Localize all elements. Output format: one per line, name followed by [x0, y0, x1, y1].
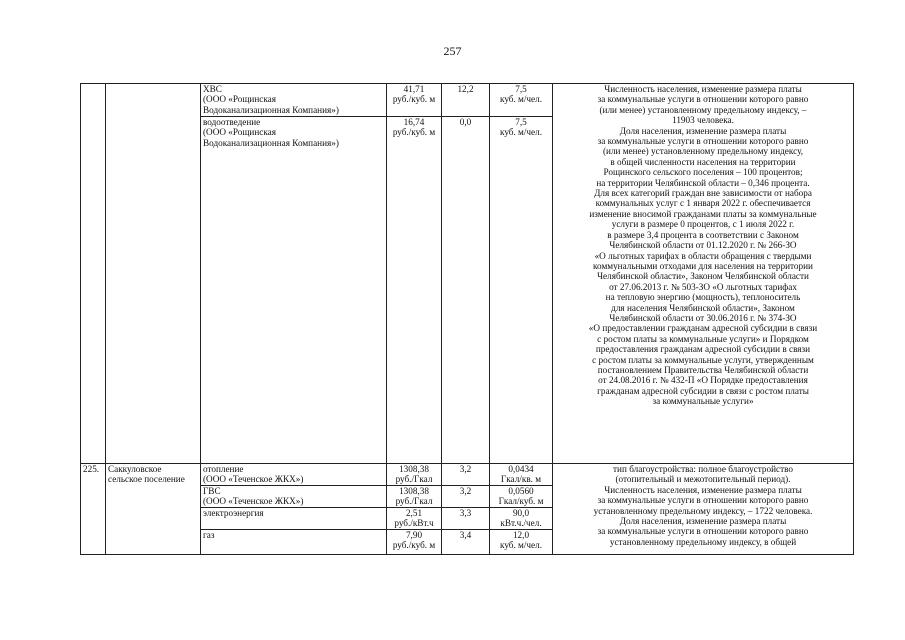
- info-text-line: (или менее) установленному предельному индексу, –: [599, 104, 807, 115]
- info-text-line: Челябинской области от 01.12.2020 г. № 266-ЗО: [609, 240, 797, 251]
- norm-cell: [490, 464, 553, 486]
- info-text-line: предоставления гражданам адресной субсидии в связи: [595, 344, 811, 355]
- tariff-unit: руб./куб. м: [392, 94, 436, 105]
- info-text-line: за коммунальные услуги в отношении которого равно: [597, 495, 809, 506]
- info-text-line: гражданам адресной субсидии в связи с ростом платы: [597, 385, 809, 396]
- info-text-line: (отопительный и межотопительный период).: [615, 474, 791, 485]
- tariff-table: [80, 83, 854, 555]
- info-text-line: Доля населения, изменение размера платы: [619, 516, 787, 527]
- service-name-line: (ООО «Теченское ЖКХ»): [203, 474, 304, 485]
- info-cell: [553, 464, 854, 555]
- norm-value: 12,0: [512, 530, 530, 540]
- norm-cell: [490, 486, 553, 508]
- table-row: [81, 84, 854, 117]
- info-text-line: за коммунальные услуги»: [652, 396, 754, 407]
- tariff-cell: [387, 464, 442, 486]
- info-text-line: постановлением Правительства Челябинской области: [597, 364, 809, 375]
- service-name-line: водоотведение: [203, 117, 261, 127]
- service-name-cell: [201, 530, 387, 555]
- norm-unit: куб. м/чел.: [499, 127, 543, 138]
- percent-cell: 0,0: [442, 117, 490, 464]
- service-name-cell: [201, 486, 387, 508]
- info-text-line: в размере 3,4 процента в соответствии с Законом: [607, 229, 799, 240]
- info-text-line: для населения Челябинской области», Законом: [611, 302, 795, 313]
- info-text-line: коммунальными отходами для населения на территории: [593, 260, 813, 271]
- norm-unit: кВт.ч./чел.: [500, 518, 542, 529]
- service-name-line: электроэнергия: [203, 508, 264, 518]
- norm-value: 0,0434: [508, 464, 534, 474]
- norm-value: 7,5: [515, 84, 527, 94]
- info-text-line: от 24.08.2016 г. № 432-П «О Порядке предоставления: [598, 375, 808, 386]
- service-name-line: (ООО «Рощинская: [203, 94, 276, 105]
- norm-cell: [490, 117, 553, 464]
- tariff-value: 16,74: [403, 117, 425, 127]
- info-text-line: на территории Челябинской области – 0,346 процента.: [596, 177, 810, 188]
- service-name-line: (ООО «Теченское ЖКХ»): [203, 496, 304, 507]
- settlement-name-line: Саккуловское: [108, 464, 162, 474]
- info-text-line: Численность населения, изменение размера платы: [604, 484, 802, 495]
- norm-unit: куб. м/чел.: [499, 540, 543, 551]
- page-number: 257: [443, 44, 462, 58]
- percent-cell: 3,4: [442, 530, 490, 555]
- tariff-cell: [387, 84, 442, 117]
- norm-unit: Гкал/кв. м: [500, 474, 542, 485]
- norm-cell: [490, 508, 553, 530]
- service-name-line: Водоканализационная Компания»): [203, 104, 339, 115]
- info-text-line: за коммунальные услуги в отношении которого равно: [597, 94, 809, 105]
- norm-cell: [490, 84, 553, 117]
- service-name-line: отопление: [203, 464, 244, 474]
- info-text-line: от 27.06.2013 г. № 503-ЗО «О льготных тарифах: [609, 281, 797, 292]
- info-text-line: Численность населения, изменение размера платы: [604, 84, 802, 94]
- service-name-cell: [201, 508, 387, 530]
- info-text-line: Доля населения, изменение размера платы: [619, 125, 787, 136]
- info-text-line: установленному предельному индексу, в общей: [609, 536, 797, 547]
- percent-cell: 12,2: [442, 84, 490, 117]
- info-text-line: Для всех категорий граждан вне зависимости от набора: [594, 188, 812, 199]
- tariff-value: 1308,38: [399, 464, 429, 474]
- tariff-value: 41,71: [403, 84, 425, 94]
- norm-unit: Гкал/куб. м: [498, 496, 544, 507]
- tariff-unit: руб./куб. м: [392, 127, 436, 138]
- info-text-line: «О предоставлении гражданам адресной субсидии в связи: [588, 323, 818, 334]
- info-text-line: в общей численности населения на территории: [610, 156, 796, 167]
- info-text-line: за коммунальные услуги в отношении которого равно: [597, 526, 809, 537]
- tariff-value: 7,90: [405, 530, 423, 540]
- info-text-line: коммунальных услуг с 1 января 2022 г. обеспечивается: [595, 198, 811, 209]
- tariff-unit: руб./Гкал: [395, 496, 433, 507]
- info-text-line: установленному предельному индексу, – 1722 человека.: [593, 505, 813, 516]
- info-text-line: с ростом платы за коммунальные услуги» и Порядком: [597, 333, 809, 344]
- percent-cell: 3,3: [442, 508, 490, 530]
- info-text-line: тип благоустройства: полное благоустройство: [613, 464, 793, 474]
- info-text-line: Челябинской области от 30.06.2016 г. № 374-ЗО: [609, 312, 797, 323]
- info-text-line: Челябинской области», Законом Челябинской области: [597, 271, 809, 282]
- info-text-line: с ростом платы за коммунальные услуги, утвержденным: [592, 354, 814, 365]
- service-name-cell: [201, 84, 387, 117]
- table-row: [81, 464, 854, 486]
- info-text-line: 11903 человека.: [672, 115, 734, 126]
- tariff-unit: руб./Гкал: [395, 474, 433, 485]
- info-text-line: за коммунальные услуги в отношении которого равно: [597, 136, 809, 147]
- settlement-cell: [106, 464, 201, 555]
- info-cell: [553, 84, 854, 464]
- service-name-line: (ООО «Рощинская: [203, 127, 276, 138]
- row-number-cell: 225.: [81, 464, 106, 555]
- info-text-line: Рощинского сельского поселения – 100 процентов;: [603, 167, 803, 178]
- tariff-value: 1308,38: [399, 486, 429, 496]
- norm-value: 0,0560: [508, 486, 534, 496]
- info-text-line: «О льготных тарифах в области обращения с твердыми: [594, 250, 812, 261]
- tariff-cell: [387, 508, 442, 530]
- norm-value: 90,0: [512, 508, 530, 518]
- tariff-value: 2,51: [405, 508, 423, 518]
- service-name-line: ГВС: [203, 486, 221, 496]
- service-name-cell: [201, 117, 387, 464]
- settlement-name-line: сельское поселение: [108, 474, 185, 485]
- service-name-line: газ: [203, 530, 215, 540]
- norm-value: 7,5: [515, 117, 527, 127]
- norm-unit: куб. м/чел.: [499, 94, 543, 105]
- info-text-line: услуги в размере 0 процентов, с 1 июля 2022 г.: [611, 219, 795, 230]
- tariff-unit: руб./куб. м: [392, 540, 436, 551]
- tariff-cell: [387, 530, 442, 555]
- service-name-cell: [201, 464, 387, 486]
- percent-cell: 3,2: [442, 464, 490, 486]
- service-name-line: ХВС: [203, 84, 222, 94]
- norm-cell: [490, 530, 553, 555]
- tariff-cell: [387, 486, 442, 508]
- tariff-cell: [387, 117, 442, 464]
- row-number-cell: [81, 84, 106, 464]
- info-text-line: на тепловую энергию (мощность), теплоноситель: [605, 292, 801, 303]
- settlement-cell: [106, 84, 201, 464]
- percent-cell: 3,2: [442, 486, 490, 508]
- service-name-line: Водоканализационная Компания»): [203, 137, 339, 148]
- tariff-unit: руб./кВт.ч: [394, 518, 434, 529]
- info-text-line: изменение вносимой гражданами платы за коммунальные: [589, 208, 817, 219]
- info-text-line: (или менее) установленному предельному индексу,: [602, 146, 804, 157]
